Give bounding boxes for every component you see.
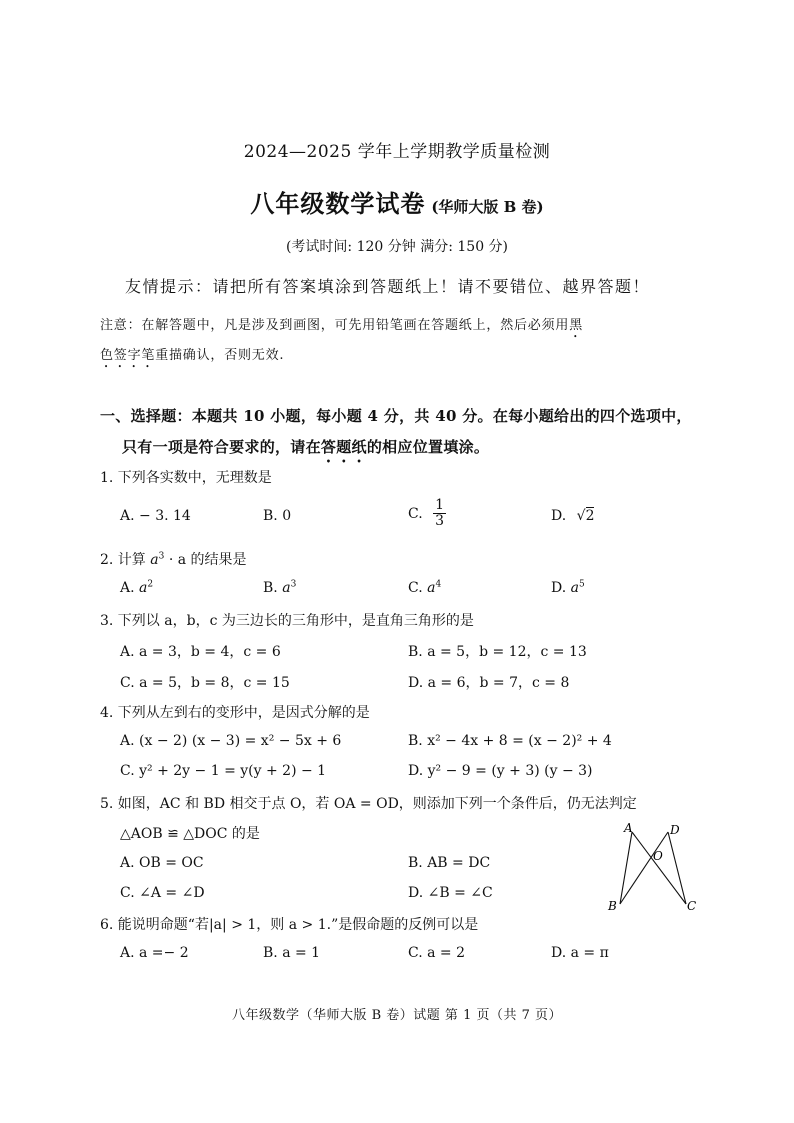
exam-info: (考试时间: 120 分钟 满分: 150 分) [285, 239, 509, 255]
q5-option-c: C. ∠A = ∠D [120, 885, 205, 901]
q5-option-b: B. AB = DC [408, 855, 491, 871]
exam-title [0, 184, 794, 219]
q3-option-a: A. a = 3，b = 4，c = 6 [120, 644, 281, 660]
question-6-stem: 6. 能说明命题“若|a| > 1，则 a > 1.”是假命题的反例可以是 [100, 917, 479, 933]
stem-text: · a 的结果是 [168, 552, 247, 568]
segment-db [620, 832, 668, 904]
variable: a [282, 580, 291, 596]
instruction-emphasis: 答题纸 [320, 438, 367, 456]
note-line-2 [100, 344, 284, 371]
note-line-1 [100, 314, 583, 341]
question-5-stem-line-1: 5. 如图，AC 和 BD 相交于点 O，若 OA = OD，则添加下列一个条件后，仍无法判定 [100, 796, 637, 812]
option-label: A. [120, 580, 135, 596]
variable: a [139, 580, 148, 596]
exponent: 4 [435, 579, 442, 590]
q3-option-b: B. a = 5，b = 12，c = 13 [408, 644, 587, 660]
q4-option-b: B. x² − 4x + 8 = (x − 2)² + 4 [408, 733, 612, 749]
q1-option-c [408, 498, 446, 530]
q6-option-b: B. a = 1 [263, 945, 321, 961]
point-a-label: A [624, 821, 633, 835]
q6-option-a: A. a =− 2 [120, 945, 189, 961]
fraction [433, 498, 446, 530]
segment-ab [620, 832, 632, 904]
q2-option-b [263, 580, 296, 596]
exponent: 2 [147, 579, 154, 590]
point-c-label: C [687, 899, 697, 913]
q4-option-a: A. (x − 2) (x − 3) = x² − 5x + 6 [120, 733, 342, 749]
note-emphasis: 色签字笔 [100, 348, 156, 363]
section-heading: 一、选择题：本题共 10 小题，每小题 4 分，共 40 分。在每小题给出的四个选项中， [100, 407, 692, 425]
point-b-label: B [608, 899, 617, 913]
question-5-stem-line-2: △AOB ≌ △DOC 的是 [120, 826, 260, 842]
edition-label: (华师大版 B 卷) [431, 198, 544, 216]
exam-title-text: 八年级数学试卷 [250, 189, 426, 218]
option-label: D. [551, 508, 567, 524]
q1-option-b: B. 0 [263, 508, 292, 524]
question-3-stem: 3. 下列以 a，b，c 为三边长的三角形中，是直角三角形的是 [100, 613, 474, 629]
q5-geometry-figure [604, 820, 700, 916]
note-text: 重描确认，否则无效. [155, 348, 285, 363]
q2-option-c [408, 580, 441, 596]
page-footer: 八年级数学（华师大版 B 卷）试题 第 1 页（共 7 页） [231, 1008, 563, 1023]
instruction-text: 的相应位置填涂。 [366, 438, 490, 456]
note-emphasis: 黑 [569, 318, 584, 333]
note-text: 注意：在解答题中，凡是涉及到画图，可先用铅笔画在答题纸上，然后必须用 [100, 318, 570, 333]
sqrt-icon: √ [576, 508, 586, 524]
q6-option-c: C. a = 2 [408, 945, 465, 961]
radicand: 2 [585, 508, 595, 524]
stem-text: 2. 计算 [100, 552, 146, 568]
sqrt-expression [577, 508, 595, 524]
q2-option-a [120, 580, 153, 596]
exam-period-title: 2024—2025 学年上学期教学质量检测 [243, 142, 551, 162]
q1-option-d [551, 508, 594, 524]
exponent: 3 [158, 551, 165, 562]
q5-option-d: D. ∠B = ∠C [408, 885, 493, 901]
numerator: 1 [435, 497, 445, 513]
point-d-label: D [670, 823, 680, 837]
exponent: 5 [579, 579, 585, 590]
section-instruction [122, 436, 489, 466]
exponent: 3 [290, 579, 297, 590]
question-1-stem: 1. 下列各实数中，无理数是 [100, 470, 272, 486]
option-label: B. [263, 580, 278, 596]
question-2-stem [100, 549, 247, 569]
variable: a [570, 580, 579, 596]
q5-option-a: A. OB = OC [120, 855, 204, 871]
q1-option-a: A. − 3. 14 [120, 508, 191, 524]
option-label: C. [408, 505, 423, 522]
friendly-tip: 友情提示：请把所有答案填涂到答题纸上！请不要错位、越界答题！ [125, 277, 651, 296]
segment-dc [668, 832, 686, 904]
q3-option-d: D. a = 6，b = 7，c = 8 [408, 675, 570, 691]
q4-option-d: D. y² − 9 = (y + 3) (y − 3) [408, 763, 593, 779]
question-4-stem: 4. 下列从左到右的变形中，是因式分解的是 [100, 705, 370, 721]
segment-ac [632, 832, 686, 904]
q6-option-d: D. a = π [551, 945, 609, 961]
denominator: 3 [435, 513, 445, 530]
instruction-text: 只有一项是符合要求的，请在 [122, 438, 321, 456]
q3-option-c: C. a = 5，b = 8，c = 15 [120, 675, 290, 691]
point-o-label: O [653, 849, 663, 863]
q2-option-d [551, 580, 585, 596]
variable: a [427, 580, 436, 596]
option-label: C. [408, 580, 423, 596]
variable: a [150, 552, 159, 568]
q4-option-c: C. y² + 2y − 1 = y(y + 2) − 1 [120, 763, 327, 779]
option-label: D. [551, 580, 567, 596]
